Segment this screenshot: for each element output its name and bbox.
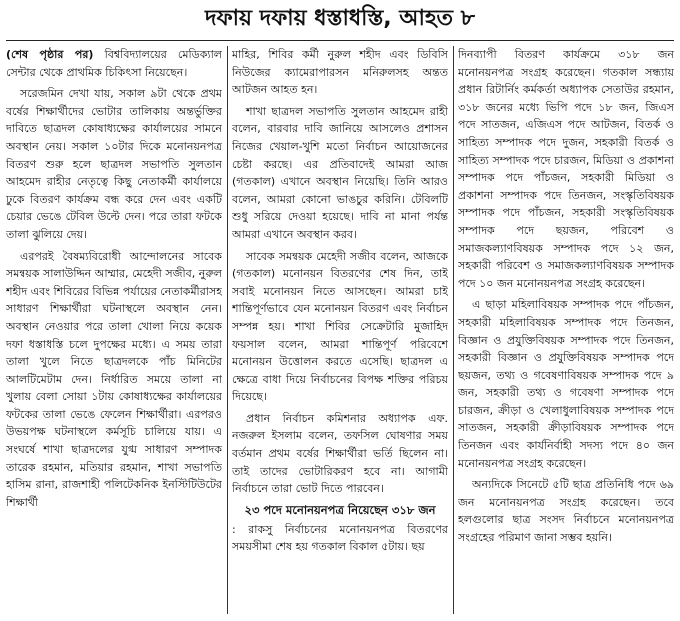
paragraph: এ ছাড়া মহিলাবিষয়ক সম্পাদক পদে পাঁচজন, সহকারী মহিলাবিষয়ক সম্পাদক পদে তিনজন, বিজ্ঞান ও প্রযুক্তিবিষয়ক সম্পাদক পদে তিনজন, সহকারী বিজ্ঞান ও প্রযুক্তিবিষয়ক সম্পাদক পদে ছয়জন, তথ্য ও গবেষণাবিষয়ক সম্পাদক পদে ৯ জন, সহকারী তথ্য ও গবেষণা সম্পাদক পদে চারজন, ক্রীড়া ও খেলাধুলাবিষয়ক সম্পাদক পদে সাতজন, সহকারী ক্রীড়াবিষয়ক সম্পাদক পদে তিনজন এবং কার্যনির্বাহী সদস্য পদে ৪০ জন মনোনয়নপত্র সংগ্রহ করেছেন। [458,298,674,470]
paragraph [6,46,222,81]
headline: দফায় দফায় ধস্তাধস্তি, আহত ৮ [205,6,475,31]
paragraph: অন্যদিকে সিনেটে ৫টি ছাত্র প্রতিনিধি পদে ৬৯ জন মনোনয়নপত্র সংগ্রহ করেছেন। তবে হলগুলোর ছাত্র সংসদ নির্বাচনে মনোনয়নপত্র সংগ্রহের পরিমাণ জানা সম্ভব হয়নি। [458,478,674,545]
paragraph: এরপরই বৈষম্যবিরোধী আন্দোলনের সাবেক সমন্বয়ক সালাউদ্দিন আম্মার, মেহেদী সজীব, নুরুল শহীদ এবং শিবিরের বিভিন্ন পর্যায়ের নেতাকর্মীরাসহ সাধারণ শিক্ষার্থীরা ঘটনাস্থলে অবস্থান নেন। অবস্থান নেওয়ার পরে তালা খোলা নিয়ে কয়েক দফা ধস্তাধস্তি চলে দুপক্ষের মধ্যে। এ সময় তারা তালা খুলে নিতে ছাত্রদলকে পাঁচ মিনিটের আলটিমেটাম দেন। নির্ধারিত সময়ে তালা না খুলায় বেলা সোয়া ১টায় কোষাধ্যক্ষের কার্যালয়ের ফটকের তালা ভেঙে ফেলেন শিক্ষার্থীরা। এরপরও উভয়পক্ষ ঘটনাস্থলে কর্মসূচি চালিয়ে যায়। এ সংঘর্ষে শাখা ছাত্রদলের যুগ্ম সাধারণ সম্পাদক তারেক রহমান, মতিয়ার রহমান, শাখা সভাপতি হাসিম রানা, রাজশাহী পলিটেকনিক ইনস্টিটিউটের শিক্ষার্থী [6,249,222,509]
paragraph: মাহির, শিবির কর্মী নুরুল শহীদ এবং ডিবিসি নিউজের ক্যামেরাপারসন মনিরুলসহ অন্তত আটজন আহত হন। [232,48,448,97]
article-column-3 [458,46,674,614]
paragraph: প্রধান নির্বাচন কমিশনার অধ্যাপক এফ. নজরুল ইসলাম বলেন, তফসিল ঘোষণার সময় বর্তমান প্রথম বর্ষের শিক্ষার্থীরা ভর্তি ছিলেন না। তাই তাদের ভোটারিকরণ হবে না। আগামী নির্বাচনে তারা ভোট দিতে পারবেন। [232,411,448,496]
article-column-2 [232,46,448,614]
paragraph-text: বিশ্ববিদ্যালয়ের মেডিক্যাল সেন্টার থেকে প্রাথমিক চিকিৎসা নিয়েছেন। [6,48,222,79]
paragraph: শাখা ছাত্রদল সভাপতি সুলতান আহমেদ রাহী বলেন, বারবার দাবি জানিয়ে আসলেও প্রশাসন নিজের খেয়াল-খুশি মতো নির্বাচন আয়োজনের চেষ্টা করছে। এর প্রতিবাদেই আমরা আজ (গতকাল) এখানে অবস্থান নিয়েছি। তিনি আরও বলেন, আমরা কোনো ভাঙচুর করিনি। টেবিলটি শুধু সরিয়ে দেওয়া হয়েছে। দাবি না মানা পর্যন্ত আমরা এখানে অবস্থান করব। [232,104,448,241]
continuation-label: (শেষ পৃষ্ঠার পর) [6,48,94,61]
subheading: ২৩ পদে মনোনয়নপত্র নিয়েছেন ৩১৮ জন [244,502,436,517]
paragraph: দিনব্যাপী বিতরণ কার্যক্রমে ৩১৮ জন মনোনয়নপত্র সংগ্রহ করেছেন। গতকাল সন্ধ্যায় প্রধান রিটার্নিং কর্মকর্তা অধ্যাপক সেতাউর রহমান, ৩১৮ জনের মধ্যে ভিপি পদে ১৮ জন, জিএস পদে সাতজন, এজিএস পদে আটজন, বিতর্ক ও সাহিত্য সম্পাদক পদে দুজন, সহকারী বিতর্ক ও সাহিত্য সম্পাদক পদে চারজন, মিডিয়া ও প্রকাশনা সম্পাদক পদে পাঁচজন, সহকারী মিডিয়া ও প্রকাশনা সম্পাদক পদে তিনজন, সংস্কৃতিবিষয়ক সম্পাদক পদে পাঁচজন, সহকারী সংস্কৃতিবিষয়ক সম্পাদক পদে ছয়জন, পরিবেশ ও সমাজকল্যাণবিষয়ক সম্পাদক পদে ১২ জন, সহকারী পরিবেশ ও সমাজকল্যাণবিষয়ক সম্পাদক পদে ১০ জন মনোনয়নপত্র সংগ্রহ করেছেন। [458,48,674,290]
column-divider [453,46,454,614]
article-column-1 [6,46,222,614]
headline-rule [6,40,674,41]
column-divider [227,46,228,614]
paragraph: : রাকসু নির্বাচনের মনোনয়নপত্র বিতরণের সময়সীমা শেষ হয় গতকাল বিকাল ৫টায়। ছয় [232,522,448,554]
paragraph: সরেজমিন দেখা যায়, সকাল ৯টা থেকে প্রথম বর্ষের শিক্ষার্থীদের ভোটার তালিকায় অন্তর্ভুক্তির দাবিতে ছাত্রদল কোষাধ্যক্ষের কার্যালয়ের সামনে অবস্থান নেয়। সকাল ১০টার দিকে মনোনয়নপত্র বিতরণ শুরু হলে ছাত্রদল সভাপতি সুলতান আহমেদ রাহীর নেতৃত্বে কিছু নেতাকর্মী কার্যালয়ে ঢুকে বিতরণ কার্যক্রম বন্ধ করে দেন এবং একটি চেয়ার ভেঙে টেবিল উল্টে দেন। পরে তারা ফটকে তালা ঝুলিয়ে দেয়। [6,87,222,241]
paragraph: সাবেক সমন্বয়ক মেহেদী সজীব বলেন, আজকে (গতকাল) মনোনয়ন বিতরণের শেষ দিন, তাই সবাই মনোনয়ন নিতে আসছেন। আমরা চাই শান্তিপূর্ণভাবে যেন মনোনয়ন বিতরণ এবং নির্বাচন সম্পন্ন হয়। শাখা শিবির সেক্রেটারি মুজাহিদ ফয়সাল বলেন, আমরা শান্তিপূর্ণ পরিবেশে মনোনয়ন উত্তোলন করতে এসেছি। ছাত্রদল এ ক্ষেত্রে বাধা দিয়ে নির্বাচনের বিপক্ষ শক্তির পরিচয় দিয়েছে। [232,249,448,404]
